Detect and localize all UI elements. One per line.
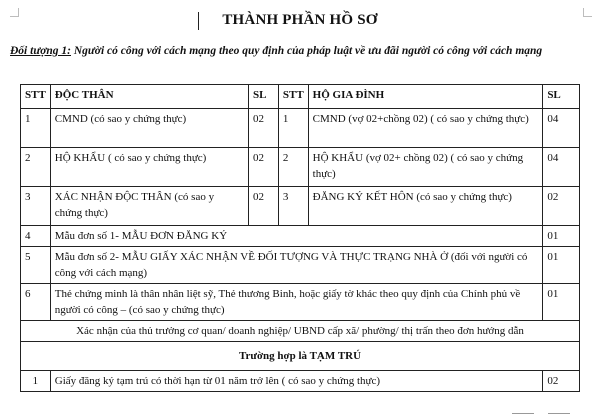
confirmation-note: Xác nhận của thủ trưởng cơ quan/ doanh nghiệp/ UBND cấp xã/ phường/ thị trấn theo đơn hướng dẫn: [21, 321, 580, 342]
cell-sl: 01: [543, 226, 580, 247]
cell-document: Mẫu đơn số 2- MẪU GIẤY XÁC NHẬN VỀ ĐỐI TƯỢNG VÀ THỰC TRẠNG NHÀ Ở (đối với người có công với cách mạng): [50, 247, 543, 284]
cell-stt-2: 2: [278, 148, 308, 187]
cell-stt: 1: [21, 371, 51, 392]
cell-ho-gia-dinh: CMND (vợ 02+chồng 02) ( có sao y chứng thực): [308, 109, 543, 148]
table-row: [21, 187, 580, 226]
cell-sl: 02: [249, 148, 279, 187]
cell-ho-gia-dinh: HỘ KHẨU (vợ 02+ chồng 02) ( có sao y chứng thực): [308, 148, 543, 187]
header-sl: SL: [249, 85, 279, 109]
cell-stt-2: 1: [278, 109, 308, 148]
cell-sl: 02: [249, 109, 279, 148]
cell-stt: 6: [21, 284, 51, 321]
subject-text: Người có công với cách mạng theo quy định của pháp luật về ưu đãi người có công với cách mạng: [70, 45, 543, 57]
cell-sl-2: 04: [543, 109, 580, 148]
cell-doc-than: HỘ KHẨU ( có sao y chứng thực): [50, 148, 248, 187]
cell-sl: 01: [543, 247, 580, 284]
subject-label: Đối tượng 1:: [10, 45, 71, 57]
header-sl-2: SL: [543, 85, 580, 109]
cell-sl: 02: [249, 187, 279, 226]
cell-sl-2: 04: [543, 148, 580, 187]
cell-stt: 2: [21, 148, 51, 187]
cell-document: Mẫu đơn số 1- MẪU ĐƠN ĐĂNG KÝ: [50, 226, 543, 247]
table-row: [21, 109, 580, 148]
table-row: [21, 226, 580, 247]
section-title: Trường hợp là TẠM TRÚ: [21, 342, 580, 371]
cell-doc-than: CMND (có sao y chứng thực): [50, 109, 248, 148]
page-edge-mark: [548, 413, 570, 414]
cell-ho-gia-dinh: ĐĂNG KÝ KẾT HÔN (có sao y chứng thực): [308, 187, 543, 226]
cell-stt-2: 3: [278, 187, 308, 226]
header-stt: STT: [21, 85, 51, 109]
cell-document: Thẻ chứng minh là thân nhân liệt sỹ, Thẻ thương Binh, hoặc giấy tờ khác theo quy định của Chính phủ về người có công – (có sao y chứng thực): [50, 284, 543, 321]
table-row: [21, 371, 580, 392]
cell-stt: 5: [21, 247, 51, 284]
page-edge-mark: [512, 413, 534, 414]
section-row: [21, 342, 580, 371]
subject-paragraph: [10, 42, 570, 60]
table-header-row: [21, 85, 580, 109]
cell-doc-than: XÁC NHẬN ĐỘC THÂN (có sao y chứng thực): [50, 187, 248, 226]
documents-table: [20, 84, 580, 392]
cell-sl: 01: [543, 284, 580, 321]
table-row: [21, 247, 580, 284]
cell-sl: 02: [543, 371, 580, 392]
header-doc-than: ĐỘC THÂN: [50, 85, 248, 109]
table-row: [21, 148, 580, 187]
cell-document: Giấy đăng ký tạm trú có thời hạn từ 01 năm trở lên ( có sao y chứng thực): [50, 371, 543, 392]
header-ho-gia-dinh: HỘ GIA ĐÌNH: [308, 85, 543, 109]
note-row: [21, 321, 580, 342]
header-stt-2: STT: [278, 85, 308, 109]
document-title: THÀNH PHẦN HỒ SƠ: [222, 12, 378, 28]
table-row: [21, 284, 580, 321]
cell-stt: 1: [21, 109, 51, 148]
cell-stt: 4: [21, 226, 51, 247]
cell-stt: 3: [21, 187, 51, 226]
cell-sl-2: 02: [543, 187, 580, 226]
